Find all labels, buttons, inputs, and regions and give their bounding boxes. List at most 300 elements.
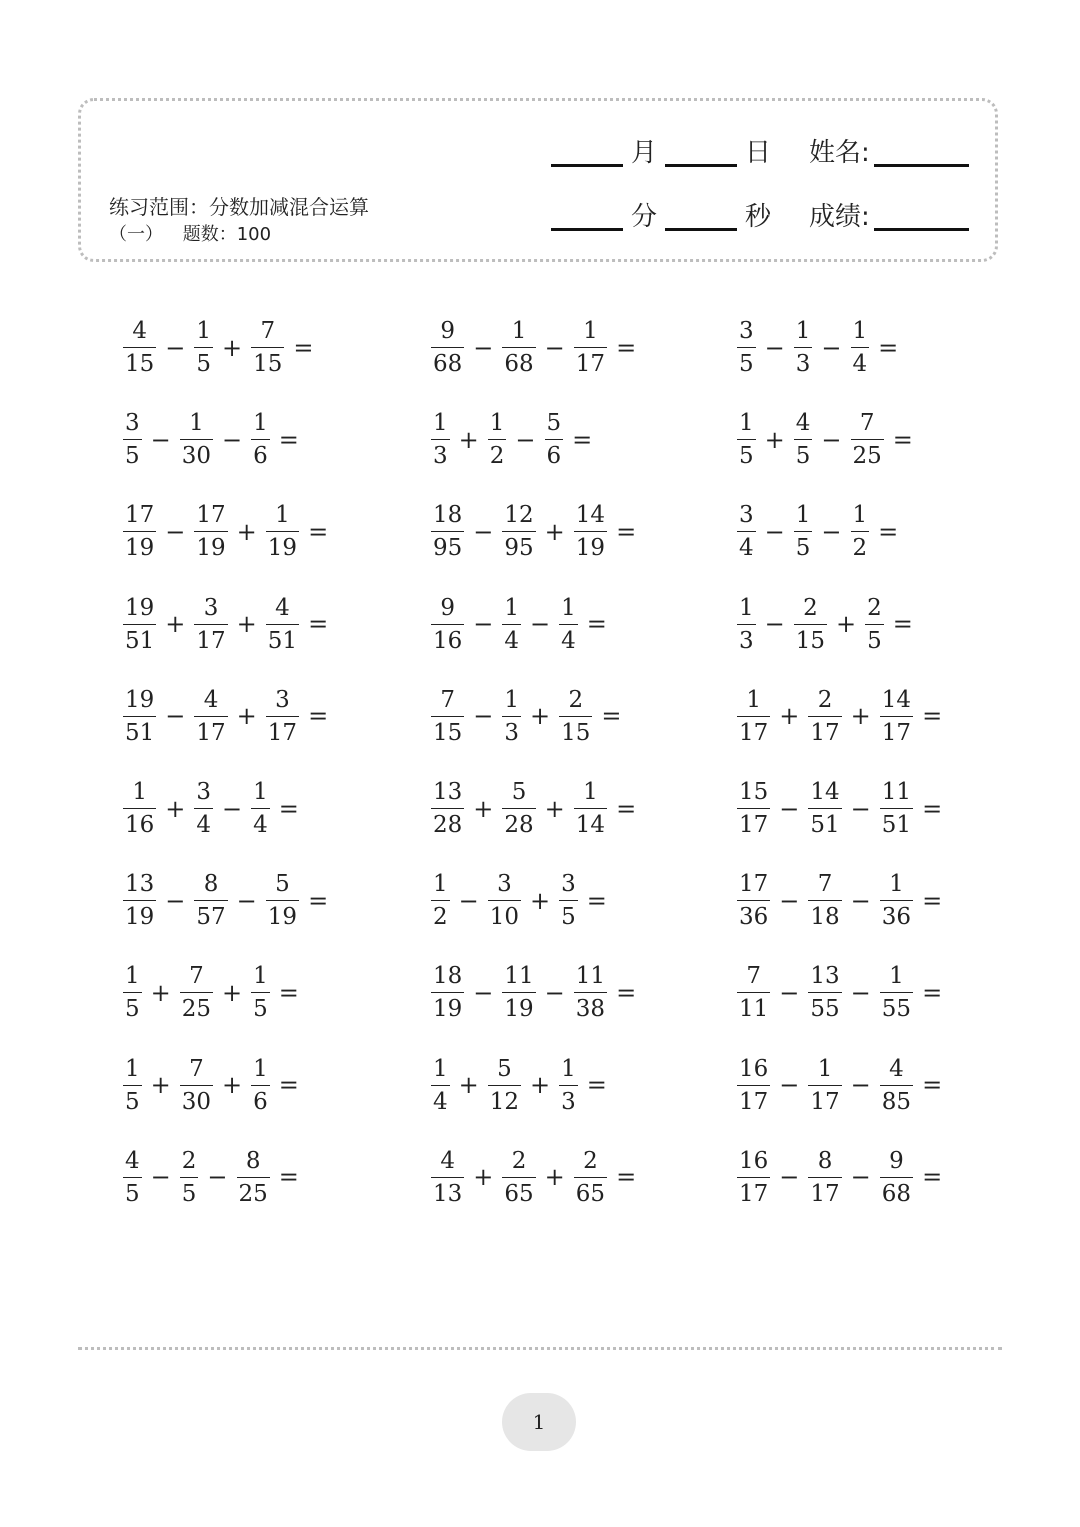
fraction-bar: [251, 439, 270, 440]
denominator: 5: [125, 1088, 140, 1115]
denominator: 17: [196, 719, 226, 746]
fraction: [502, 595, 521, 654]
numerator: 1: [561, 594, 576, 621]
fraction-bar: [502, 808, 535, 809]
fraction: [266, 502, 299, 561]
minus-operator: −: [236, 886, 257, 915]
minus-operator: −: [207, 1163, 228, 1192]
equals-sign: =: [278, 978, 299, 1007]
numerator: 7: [817, 871, 833, 898]
numerator: 2: [583, 1147, 598, 1174]
problem-1: [120, 318, 314, 377]
denominator: 4: [196, 812, 212, 838]
fraction-bar: [194, 624, 227, 625]
scope-label: 练习范围：分数加减混合运算: [109, 195, 369, 219]
fraction-bar: [123, 900, 156, 901]
numerator: 16: [739, 1055, 769, 1082]
fraction-bar: [559, 1085, 578, 1086]
fraction: [737, 1056, 770, 1115]
plus-operator: +: [530, 886, 551, 915]
numerator: 1: [746, 686, 761, 713]
minute-blank[interactable]: [551, 228, 623, 231]
numerator: 3: [739, 502, 754, 529]
numerator: 19: [125, 594, 155, 621]
fraction-bar: [502, 624, 521, 625]
fraction-bar: [851, 439, 884, 440]
problem-26: [428, 1056, 607, 1115]
denominator: 5: [196, 351, 212, 377]
fraction: [251, 318, 284, 377]
minus-operator: −: [165, 886, 186, 915]
fraction-bar: [559, 716, 592, 717]
equals-sign: =: [922, 702, 943, 731]
denominator: 17: [810, 1180, 840, 1207]
minus-operator: −: [821, 425, 842, 454]
minus-operator: −: [764, 333, 785, 362]
denominator: 19: [267, 904, 298, 931]
equals-sign: =: [616, 978, 637, 1007]
problem-6: [734, 410, 913, 469]
month-label: 月: [631, 138, 658, 168]
fraction-bar: [180, 439, 213, 440]
practice-scope: [109, 193, 429, 249]
denominator: 19: [125, 904, 155, 931]
fraction-bar: [502, 992, 535, 993]
denominator: 28: [504, 812, 534, 838]
fraction: [123, 871, 156, 930]
denominator: 51: [125, 719, 155, 746]
denominator: 17: [575, 351, 606, 377]
denominator: 15: [561, 719, 591, 746]
page-number: 1: [502, 1393, 576, 1451]
fraction-bar: [123, 1085, 142, 1086]
fraction: [737, 871, 770, 930]
numerator: 7: [746, 963, 761, 990]
numerator: 16: [739, 1147, 769, 1174]
fraction: [123, 595, 156, 654]
equals-sign: =: [922, 978, 943, 1007]
denominator: 5: [739, 443, 754, 470]
numerator: 15: [739, 779, 769, 805]
denominator: 17: [881, 719, 912, 746]
numerator: 3: [497, 871, 512, 898]
equals-sign: =: [278, 1163, 299, 1192]
denominator: 5: [739, 351, 754, 377]
minus-operator: −: [779, 886, 800, 915]
fraction: [123, 502, 156, 561]
denominator: 25: [852, 443, 882, 470]
fraction-bar: [180, 1085, 213, 1086]
fraction-bar: [574, 531, 607, 532]
plus-operator: +: [458, 425, 479, 454]
fraction: [559, 687, 592, 746]
fraction-bar: [251, 347, 284, 348]
fraction: [737, 502, 756, 561]
problem-17: [428, 779, 636, 838]
numerator: 17: [125, 502, 155, 529]
plus-operator: +: [458, 1071, 479, 1100]
fraction-bar: [737, 1177, 770, 1178]
fraction: [502, 1148, 535, 1207]
month-blank[interactable]: [551, 164, 623, 167]
fraction-bar: [851, 531, 870, 532]
denominator: 15: [433, 719, 463, 746]
fraction: [180, 410, 213, 469]
fraction: [431, 502, 464, 561]
equals-sign: =: [308, 886, 329, 915]
fraction-bar: [194, 716, 227, 717]
numerator: 1: [189, 410, 204, 437]
fraction: [574, 318, 607, 377]
fraction: [431, 1148, 464, 1207]
fraction: [794, 595, 827, 654]
fraction: [123, 779, 156, 838]
denominator: 51: [267, 627, 298, 654]
fraction: [431, 595, 464, 654]
numerator: 1: [253, 1055, 268, 1082]
denominator: 36: [881, 904, 912, 931]
fraction: [123, 963, 142, 1022]
plus-operator: +: [473, 1163, 494, 1192]
denominator: 65: [504, 1180, 534, 1207]
fraction-bar: [431, 531, 464, 532]
numerator: 13: [810, 963, 840, 990]
fraction-bar: [251, 992, 270, 993]
fraction: [545, 410, 564, 469]
numerator: 1: [852, 318, 868, 344]
numerator: 1: [852, 502, 868, 529]
denominator: 5: [125, 996, 140, 1023]
fraction: [431, 871, 450, 930]
fraction: [794, 318, 813, 377]
minus-operator: −: [530, 610, 551, 639]
numerator: 4: [275, 594, 290, 621]
fraction-bar: [880, 808, 913, 809]
equals-sign: =: [892, 425, 913, 454]
numerator: 7: [440, 686, 455, 713]
fraction: [502, 318, 535, 377]
numerator: 7: [260, 318, 276, 344]
fraction: [737, 595, 756, 654]
denominator: 17: [739, 812, 769, 838]
fraction-bar: [431, 347, 464, 348]
fraction: [808, 687, 841, 746]
numerator: 1: [504, 594, 520, 621]
numerator: 9: [889, 1147, 904, 1174]
minus-operator: −: [764, 517, 785, 546]
fraction: [194, 779, 213, 838]
fraction-bar: [794, 347, 813, 348]
minus-operator: −: [473, 610, 494, 639]
time-score-row: [551, 197, 969, 237]
denominator: 5: [125, 443, 140, 470]
minus-operator: −: [850, 1163, 871, 1192]
numerator: 1: [561, 1055, 576, 1082]
denominator: 19: [575, 535, 606, 562]
fraction-bar: [237, 1177, 270, 1178]
numerator: 3: [203, 594, 219, 621]
denominator: 5: [867, 627, 882, 654]
fraction-bar: [865, 624, 884, 625]
fraction: [194, 318, 213, 377]
fraction-bar: [194, 531, 227, 532]
denominator: 3: [739, 627, 754, 654]
denominator: 5: [561, 904, 576, 931]
denominator: 3: [795, 351, 811, 377]
fraction-bar: [488, 900, 521, 901]
numerator: 13: [433, 779, 463, 805]
denominator: 2: [489, 443, 505, 470]
problem-19: [120, 871, 328, 930]
numerator: 1: [125, 1055, 140, 1082]
denominator: 4: [253, 812, 268, 838]
numerator: 9: [440, 318, 455, 344]
fraction: [123, 1148, 142, 1207]
minus-operator: −: [165, 333, 186, 362]
equals-sign: =: [616, 794, 637, 823]
day-label: 日: [745, 138, 772, 168]
fraction: [251, 410, 270, 469]
fraction-bar: [180, 1177, 199, 1178]
equals-sign: =: [308, 610, 329, 639]
fraction-bar: [737, 716, 770, 717]
numerator: 14: [810, 779, 840, 805]
fraction: [251, 779, 270, 838]
numerator: 7: [189, 963, 204, 990]
fraction: [431, 410, 450, 469]
fraction: [574, 1148, 607, 1207]
denominator: 4: [504, 627, 520, 654]
fraction: [180, 1148, 199, 1207]
fraction-bar: [251, 808, 270, 809]
plus-operator: +: [764, 425, 785, 454]
fraction-bar: [431, 992, 464, 993]
plus-operator: +: [150, 1071, 171, 1100]
fraction-bar: [794, 624, 827, 625]
fraction: [194, 502, 227, 561]
minus-operator: −: [458, 886, 479, 915]
numerator: 1: [583, 779, 598, 805]
denominator: 15: [253, 351, 283, 377]
plus-operator: +: [544, 517, 565, 546]
minus-operator: −: [779, 1163, 800, 1192]
plus-operator: +: [530, 1071, 551, 1100]
fraction: [880, 871, 913, 930]
fraction: [808, 1148, 841, 1207]
fraction-bar: [266, 900, 299, 901]
fraction: [194, 871, 227, 930]
plus-operator: +: [222, 333, 243, 362]
numerator: 1: [583, 318, 598, 344]
numerator: 5: [511, 779, 527, 805]
equals-sign: =: [922, 1163, 943, 1192]
equals-sign: =: [586, 1071, 607, 1100]
numerator: 18: [433, 963, 463, 990]
fraction: [123, 318, 156, 377]
minus-operator: −: [473, 702, 494, 731]
minus-operator: −: [850, 978, 871, 1007]
denominator: 19: [267, 535, 298, 562]
fraction-bar: [123, 439, 142, 440]
numerator: 1: [275, 502, 290, 529]
fraction: [488, 871, 521, 930]
numerator: 2: [817, 686, 833, 713]
minus-operator: −: [850, 886, 871, 915]
denominator: 5: [181, 1180, 197, 1207]
fraction-bar: [808, 1177, 841, 1178]
denominator: 55: [810, 996, 840, 1023]
numerator: 1: [433, 1055, 448, 1082]
equals-sign: =: [278, 794, 299, 823]
fraction-bar: [880, 992, 913, 993]
denominator: 11: [739, 996, 769, 1023]
fraction-bar: [123, 624, 156, 625]
numerator: 8: [817, 1147, 833, 1174]
numerator: 4: [889, 1055, 904, 1082]
date-name-row: [551, 133, 969, 173]
fraction-bar: [180, 992, 213, 993]
fraction-bar: [559, 624, 578, 625]
denominator: 6: [253, 443, 268, 470]
fraction-bar: [251, 1085, 270, 1086]
problem-23: [428, 963, 636, 1022]
minute-label: 分: [631, 202, 658, 232]
fraction: [737, 318, 756, 377]
denominator: 19: [504, 996, 534, 1023]
numerator: 5: [546, 410, 562, 437]
problem-27: [734, 1056, 942, 1115]
plus-operator: +: [222, 978, 243, 1007]
denominator: 5: [795, 535, 811, 562]
problem-16: [120, 779, 299, 838]
fraction-bar: [880, 716, 913, 717]
problem-count: 题数：100: [182, 224, 272, 245]
problem-5: [428, 410, 592, 469]
numerator: 18: [433, 502, 463, 529]
fraction: [880, 687, 913, 746]
minus-operator: −: [222, 794, 243, 823]
denominator: 4: [561, 627, 576, 654]
fraction-bar: [574, 1177, 607, 1178]
fraction: [431, 1056, 450, 1115]
problem-30: [734, 1148, 942, 1207]
equals-sign: =: [601, 702, 622, 731]
fraction: [502, 687, 521, 746]
minus-operator: −: [821, 517, 842, 546]
plus-operator: +: [222, 1071, 243, 1100]
problem-14: [428, 687, 622, 746]
fraction: [251, 1056, 270, 1115]
equals-sign: =: [278, 425, 299, 454]
fraction: [251, 963, 270, 1022]
minus-operator: −: [544, 978, 565, 1007]
denominator: 38: [575, 996, 606, 1023]
denominator: 85: [881, 1088, 912, 1115]
fraction-bar: [123, 808, 156, 809]
numerator: 1: [795, 502, 811, 529]
fraction-bar: [559, 900, 578, 901]
fraction: [180, 1056, 213, 1115]
numerator: 4: [125, 1147, 140, 1174]
equals-sign: =: [572, 425, 593, 454]
fraction: [266, 871, 299, 930]
numerator: 2: [803, 594, 818, 621]
day-blank[interactable]: [665, 164, 737, 167]
fraction: [737, 410, 756, 469]
fraction-bar: [737, 624, 756, 625]
name-label: 姓名:: [809, 138, 870, 168]
numerator: 8: [245, 1147, 261, 1174]
denominator: 3: [561, 1088, 576, 1115]
plus-operator: +: [779, 702, 800, 731]
fraction: [851, 410, 884, 469]
problem-8: [428, 502, 636, 561]
numerator: 19: [125, 686, 155, 713]
second-blank[interactable]: [665, 228, 737, 231]
problem-20: [428, 871, 607, 930]
equals-sign: =: [878, 517, 899, 546]
fraction-bar: [737, 808, 770, 809]
fraction-bar: [431, 624, 464, 625]
fraction-bar: [502, 347, 535, 348]
denominator: 16: [433, 627, 463, 654]
fraction: [880, 963, 913, 1022]
fraction: [266, 687, 299, 746]
numerator: 11: [575, 963, 606, 990]
denominator: 51: [810, 812, 840, 838]
problem-25: [120, 1056, 299, 1115]
second-label: 秒: [745, 202, 772, 232]
fraction: [851, 502, 870, 561]
equals-sign: =: [922, 886, 943, 915]
denominator: 3: [433, 443, 448, 470]
plus-operator: +: [544, 794, 565, 823]
numerator: 1: [253, 963, 268, 990]
fraction: [737, 779, 770, 838]
name-blank[interactable]: [874, 164, 969, 167]
plus-operator: +: [236, 610, 257, 639]
equals-sign: =: [308, 702, 329, 731]
fraction: [808, 963, 841, 1022]
fraction-bar: [488, 1085, 521, 1086]
plus-operator: +: [850, 702, 871, 731]
footer-divider: [78, 1347, 1002, 1350]
fraction-bar: [502, 531, 535, 532]
minus-operator: −: [764, 610, 785, 639]
equals-sign: =: [308, 517, 329, 546]
equals-sign: =: [922, 1071, 943, 1100]
numerator: 5: [497, 1055, 512, 1082]
fraction-bar: [502, 1177, 535, 1178]
minus-operator: −: [779, 1071, 800, 1100]
numerator: 14: [575, 502, 606, 529]
plus-operator: +: [165, 794, 186, 823]
fraction-bar: [266, 624, 299, 625]
plus-operator: +: [165, 610, 186, 639]
minus-operator: −: [515, 425, 536, 454]
fraction: [123, 1056, 142, 1115]
fraction: [794, 410, 813, 469]
score-blank[interactable]: [874, 228, 969, 231]
worksheet-header: [78, 98, 998, 262]
equals-sign: =: [616, 517, 637, 546]
fraction: [851, 318, 870, 377]
denominator: 68: [504, 351, 534, 377]
problem-28: [120, 1148, 299, 1207]
fraction-bar: [808, 900, 841, 901]
fraction: [431, 779, 464, 838]
denominator: 65: [575, 1180, 606, 1207]
